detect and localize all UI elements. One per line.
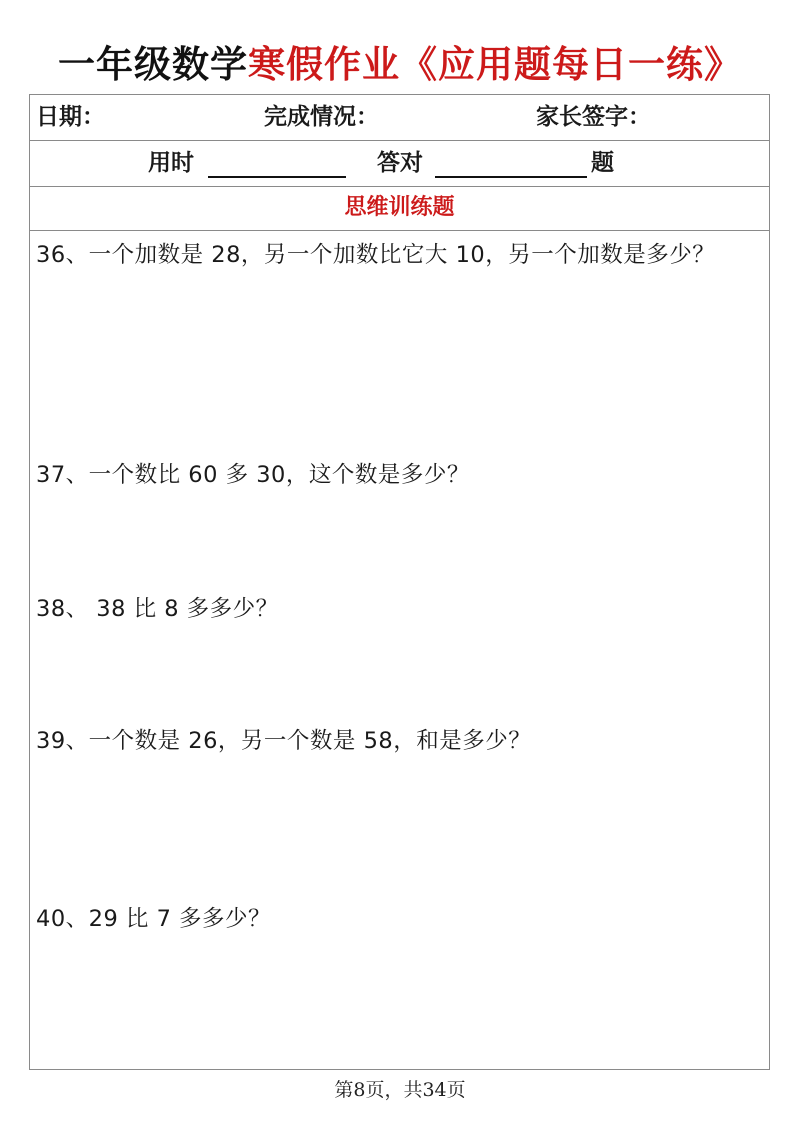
question-39: 39、一个数是 26，另一个数是 58，和是多少？	[36, 728, 532, 754]
parent-signature-label: 家长签字：	[536, 104, 651, 130]
question-38: 38、 38 比 8 多多少？	[36, 596, 279, 622]
worksheet-title	[0, 40, 800, 90]
time-used-blank[interactable]	[208, 176, 346, 178]
section-header-row	[30, 187, 769, 231]
correct-count-label: 答对	[377, 150, 423, 176]
title-homework-name: 寒假作业《应用题每日一练》	[248, 43, 742, 86]
page-number: 第8页，共34页	[334, 1079, 466, 1101]
question-unit-label: 题	[591, 150, 614, 176]
time-used-label: 用时	[148, 150, 194, 176]
time-score-row	[30, 141, 769, 187]
correct-count-blank[interactable]	[435, 176, 587, 178]
completion-status-label: 完成情况：	[264, 104, 379, 130]
info-row	[30, 95, 769, 141]
title-grade-subject: 一年级数学	[58, 43, 248, 86]
question-36: 36、一个加数是 28，另一个加数比它大 10，另一个加数是多少？	[36, 242, 716, 268]
worksheet-table	[29, 94, 770, 1070]
date-label: 日期：	[36, 104, 105, 130]
section-title: 思维训练题	[344, 195, 455, 220]
question-37: 37、一个数比 60 多 30，这个数是多少？	[36, 462, 470, 488]
question-40: 40、29 比 7 多多少？	[36, 906, 272, 932]
